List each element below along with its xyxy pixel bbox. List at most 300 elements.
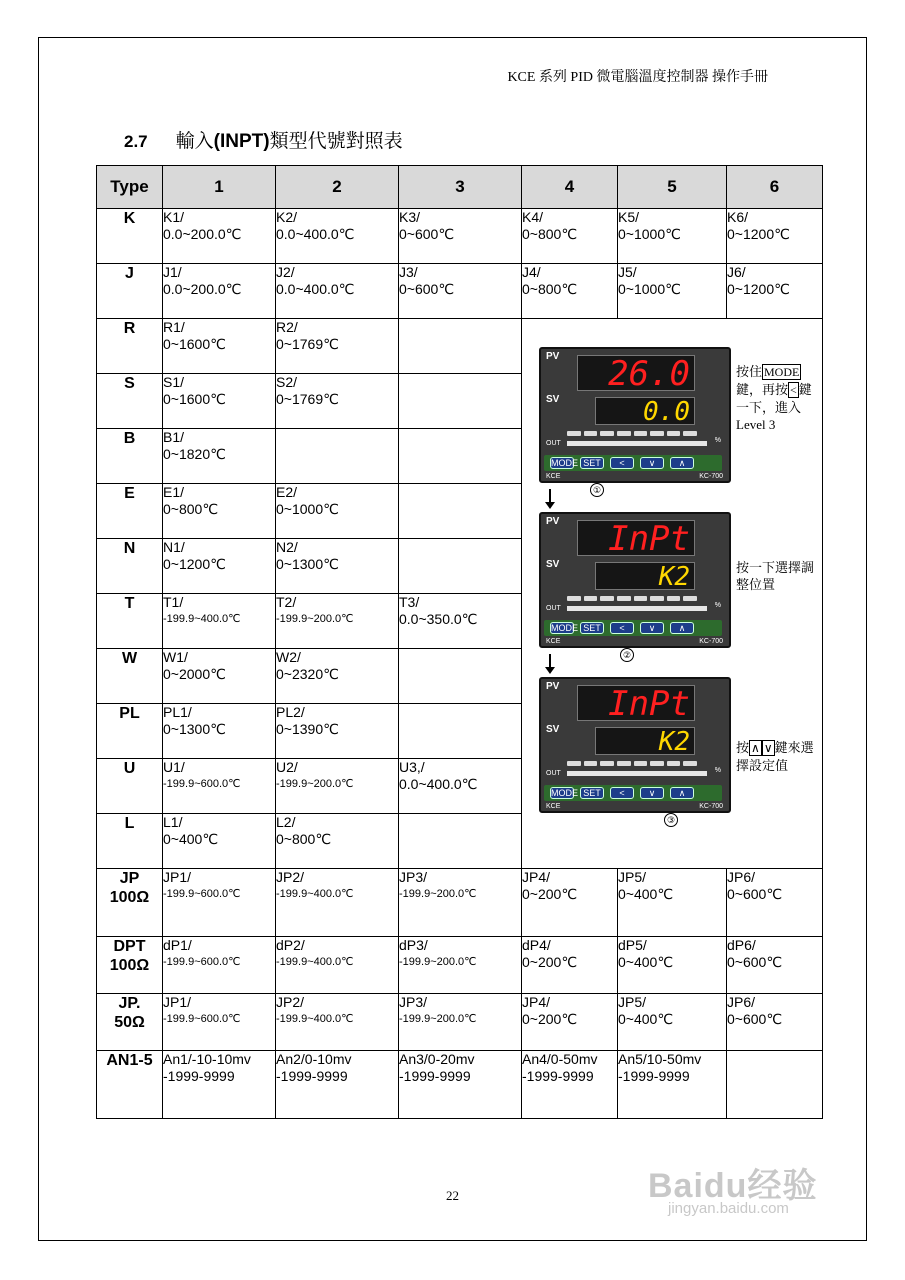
status-led xyxy=(584,761,598,766)
step-marker: ③ xyxy=(664,813,678,827)
cell-range: 0~1200℃ xyxy=(163,556,226,572)
table-row xyxy=(97,1051,823,1119)
table-cell xyxy=(163,704,276,759)
cell-range: 0~400℃ xyxy=(163,831,219,847)
cell-range: 0~600℃ xyxy=(727,954,783,970)
table-cell xyxy=(163,759,276,814)
cell-range: -199.9~200.0℃ xyxy=(276,778,354,790)
status-led xyxy=(600,761,614,766)
table-row xyxy=(97,994,823,1051)
cell-range: -199.9~600.0℃ xyxy=(163,888,241,900)
status-led xyxy=(567,596,581,601)
watermark-url: jingyan.baidu.com xyxy=(668,1200,789,1217)
status-led xyxy=(600,431,614,436)
table-cell xyxy=(163,264,276,319)
table-cell xyxy=(618,1051,727,1119)
pv-label: PV xyxy=(546,681,560,692)
down-arrow-icon xyxy=(549,489,551,503)
cell-code: An4/0-50mv xyxy=(522,1051,598,1067)
type-cell: K xyxy=(97,209,163,264)
table-row xyxy=(97,937,823,994)
cell-range: -1999-9999 xyxy=(163,1068,235,1084)
table-cell xyxy=(276,264,399,319)
section-title xyxy=(124,126,403,153)
out-label: OUT xyxy=(546,440,561,447)
type-cell: T xyxy=(97,594,163,649)
cell-range: 0~1000℃ xyxy=(618,281,681,297)
status-led xyxy=(683,761,697,766)
controller-panel xyxy=(539,512,731,648)
key-up-button[interactable]: ∧ xyxy=(670,622,694,634)
cell-code: J6/ xyxy=(727,264,746,280)
table-cell xyxy=(276,814,399,869)
cell-range: 0~800℃ xyxy=(522,226,578,242)
table-cell xyxy=(727,209,823,264)
status-led xyxy=(683,596,697,601)
table-cell xyxy=(276,1051,399,1119)
step-marker: ② xyxy=(620,648,634,662)
header-type: Type xyxy=(97,166,163,209)
type-line: 50Ω xyxy=(114,1014,145,1031)
cell-range: 0~200℃ xyxy=(522,954,578,970)
brand-label: KCE xyxy=(546,473,561,480)
cell-code: J5/ xyxy=(618,264,637,280)
cell-code: JP2/ xyxy=(276,994,305,1010)
type-line: DPT xyxy=(113,938,146,955)
step-marker: ① xyxy=(590,483,604,497)
sv-label: SV xyxy=(546,394,560,405)
type-cell: AN1-5 xyxy=(97,1051,163,1119)
cell-code: J2/ xyxy=(276,264,295,280)
cell-range: 0~1000℃ xyxy=(276,501,339,517)
controller-panel xyxy=(539,347,731,483)
pv-label: PV xyxy=(546,351,560,362)
cell-range: 0~1300℃ xyxy=(163,721,226,737)
down-key-icon: ∨ xyxy=(763,741,773,755)
status-led xyxy=(567,431,581,436)
pv-label: PV xyxy=(546,516,560,527)
cell-range: 0~400℃ xyxy=(618,886,674,902)
cell-range: 0~800℃ xyxy=(276,831,332,847)
cell-range: 0~600℃ xyxy=(727,886,783,902)
status-led xyxy=(584,431,598,436)
section-title-prefix: 輸入 xyxy=(175,131,214,152)
cell-range: 0~400℃ xyxy=(618,954,674,970)
table-cell xyxy=(399,869,522,937)
cell-code: U1/ xyxy=(163,759,185,775)
key-row xyxy=(544,785,722,801)
cell-range: -199.9~400.0℃ xyxy=(276,1013,354,1025)
table-cell xyxy=(163,209,276,264)
table-cell xyxy=(276,649,399,704)
table-cell xyxy=(399,814,522,869)
cell-range: 0~1769℃ xyxy=(276,391,339,407)
table-cell xyxy=(276,539,399,594)
key-down-button[interactable]: ∨ xyxy=(640,622,664,634)
key-row xyxy=(544,620,722,636)
cell-range: 0~1300℃ xyxy=(276,556,339,572)
key-row xyxy=(544,455,722,471)
cell-code: W2/ xyxy=(276,649,301,665)
cell-code: J4/ xyxy=(522,264,541,280)
cell-range: -199.9~200.0℃ xyxy=(399,1013,477,1025)
cell-code: An2/0-10mv xyxy=(276,1051,352,1067)
left-key-icon: < xyxy=(790,383,797,397)
section-title-bold: (INPT) xyxy=(213,131,270,152)
table-cell xyxy=(727,869,823,937)
type-cell xyxy=(97,869,163,937)
table-header-row xyxy=(97,166,823,209)
table-cell xyxy=(399,539,522,594)
cell-code: An3/0-20mv xyxy=(399,1051,475,1067)
cell-range: 0~200℃ xyxy=(522,886,578,902)
header-col-2: 2 xyxy=(276,166,399,209)
cell-range: 0.0~200.0℃ xyxy=(163,281,242,297)
key-mode-button[interactable]: MODE xyxy=(551,458,578,468)
percent-label: % xyxy=(714,437,721,444)
cell-code: R1/ xyxy=(163,319,185,335)
pv-display: InPt xyxy=(577,685,695,721)
status-led xyxy=(617,596,631,601)
type-line: 100Ω xyxy=(109,889,150,906)
cell-code: K4/ xyxy=(522,209,544,225)
cell-code: T3/ xyxy=(399,594,420,610)
cell-code: K2/ xyxy=(276,209,298,225)
cell-code: JP5/ xyxy=(618,994,647,1010)
up-key-icon: ∧ xyxy=(751,741,760,755)
input-type-table xyxy=(96,165,823,1119)
note-text: 按住 xyxy=(736,364,763,379)
note-text: 按 xyxy=(736,740,750,755)
table-cell xyxy=(727,264,823,319)
table-cell xyxy=(399,704,522,759)
cell-code: B1/ xyxy=(163,429,185,445)
cell-code: W1/ xyxy=(163,649,188,665)
cell-code: T1/ xyxy=(163,594,184,610)
status-led xyxy=(667,431,681,436)
status-led xyxy=(617,761,631,766)
cell-range: -1999-9999 xyxy=(522,1068,594,1084)
cell-code: N2/ xyxy=(276,539,298,555)
table-cell xyxy=(163,994,276,1051)
cell-range: 0.0~350.0℃ xyxy=(399,611,478,627)
figure-cell xyxy=(522,319,823,869)
controller-panel xyxy=(539,677,731,813)
brand-label: KCE xyxy=(546,803,561,810)
cell-range: 0~1600℃ xyxy=(163,391,226,407)
table-cell xyxy=(399,484,522,539)
status-led xyxy=(617,431,631,436)
key-set-button[interactable]: SET xyxy=(580,787,604,799)
type-cell: S xyxy=(97,374,163,429)
key-down-button[interactable]: ∨ xyxy=(640,457,664,469)
status-led xyxy=(683,431,697,436)
table-cell xyxy=(522,209,618,264)
cell-range: 0.0~400.0℃ xyxy=(276,226,355,242)
table-row xyxy=(97,319,823,374)
cell-code: R2/ xyxy=(276,319,298,335)
page-number: 22 xyxy=(446,1188,459,1203)
table-cell xyxy=(727,994,823,1051)
cell-range: 0~1000℃ xyxy=(618,226,681,242)
cell-range: 0~600℃ xyxy=(399,281,455,297)
table-cell xyxy=(276,704,399,759)
cell-code: JP4/ xyxy=(522,994,551,1010)
table-row xyxy=(97,209,823,264)
model-label: KC-700 xyxy=(699,638,723,645)
model-label: KC-700 xyxy=(699,803,723,810)
header-col-3: 3 xyxy=(399,166,522,209)
sv-label: SV xyxy=(546,724,560,735)
cell-range: 0~1769℃ xyxy=(276,336,339,352)
cell-range: 0~1200℃ xyxy=(727,226,790,242)
cell-range: -199.9~600.0℃ xyxy=(163,956,241,968)
sv-display: K2 xyxy=(595,562,695,590)
model-label: KC-700 xyxy=(699,473,723,480)
type-line: 100Ω xyxy=(109,957,150,974)
cell-code: L2/ xyxy=(276,814,296,830)
cell-range: 0~400℃ xyxy=(618,1011,674,1027)
status-leds xyxy=(567,761,697,766)
status-led xyxy=(584,596,598,601)
cell-code: U3,/ xyxy=(399,759,425,775)
page-header: KCE 系列 PID 微電腦溫度控制器 操作手冊 xyxy=(507,70,768,85)
cell-code: E1/ xyxy=(163,484,185,500)
table-cell xyxy=(399,759,522,814)
key-set-button[interactable]: SET xyxy=(580,622,604,634)
cell-code: dP2/ xyxy=(276,937,305,953)
cell-range: -199.9~600.0℃ xyxy=(163,778,241,790)
cell-code: PL2/ xyxy=(276,704,305,720)
type-line: JP. xyxy=(118,995,141,1012)
note-text: 鍵，再按 xyxy=(736,382,789,397)
cell-range: 0~800℃ xyxy=(163,501,219,517)
key-left-button[interactable]: < xyxy=(610,457,634,469)
cell-code: JP3/ xyxy=(399,994,428,1010)
cell-code: PL1/ xyxy=(163,704,192,720)
sv-label: SV xyxy=(546,559,560,570)
cell-range: -1999-9999 xyxy=(399,1068,471,1084)
cell-code: An5/10-50mv xyxy=(618,1051,702,1067)
cell-code: T2/ xyxy=(276,594,297,610)
cell-code: JP2/ xyxy=(276,869,305,885)
table-cell xyxy=(618,937,727,994)
status-led xyxy=(650,596,664,601)
cell-range: 0~800℃ xyxy=(522,281,578,297)
table-cell xyxy=(399,319,522,374)
table-cell xyxy=(399,649,522,704)
table-cell xyxy=(522,869,618,937)
cell-range: 0~600℃ xyxy=(399,226,455,242)
table-cell xyxy=(399,429,522,484)
cell-range: 0~600℃ xyxy=(727,1011,783,1027)
cell-code: JP4/ xyxy=(522,869,551,885)
type-cell: E xyxy=(97,484,163,539)
table-cell xyxy=(276,994,399,1051)
table-cell xyxy=(163,374,276,429)
key-left-button[interactable]: < xyxy=(610,622,634,634)
down-arrow-icon xyxy=(549,654,551,668)
instruction-step-3 xyxy=(736,739,820,774)
table-cell xyxy=(618,209,727,264)
cell-range: 0~2000℃ xyxy=(163,666,226,682)
table-cell xyxy=(276,374,399,429)
type-cell: N xyxy=(97,539,163,594)
header-col-4: 4 xyxy=(522,166,618,209)
table-cell xyxy=(618,869,727,937)
key-mode-button[interactable]: MODE xyxy=(551,623,578,633)
cell-code: S1/ xyxy=(163,374,185,390)
output-bar xyxy=(567,441,707,446)
status-led xyxy=(667,761,681,766)
header-col-1: 1 xyxy=(163,166,276,209)
out-label: OUT xyxy=(546,605,561,612)
key-left-button[interactable]: < xyxy=(610,787,634,799)
status-led xyxy=(667,596,681,601)
cell-code: JP3/ xyxy=(399,869,428,885)
table-cell xyxy=(399,1051,522,1119)
cell-code: dP6/ xyxy=(727,937,756,953)
cell-code: E2/ xyxy=(276,484,298,500)
output-bar xyxy=(567,606,707,611)
watermark-logo: Baidu经验 xyxy=(648,1167,818,1205)
table-cell xyxy=(522,1051,618,1119)
table-cell xyxy=(163,429,276,484)
table-cell xyxy=(399,374,522,429)
section-number: 2.7 xyxy=(124,132,148,151)
cell-range: 0~1390℃ xyxy=(276,721,339,737)
output-bar xyxy=(567,771,707,776)
note-text: 鍵一下，進入 Level 3 xyxy=(736,382,812,432)
status-led xyxy=(634,596,648,601)
cell-code: N1/ xyxy=(163,539,185,555)
cell-range: 0~1200℃ xyxy=(727,281,790,297)
cell-code: JP5/ xyxy=(618,869,647,885)
cell-code: K5/ xyxy=(618,209,640,225)
cell-code: S2/ xyxy=(276,374,298,390)
status-led xyxy=(600,596,614,601)
pv-display: InPt xyxy=(577,520,695,556)
table-cell xyxy=(163,484,276,539)
key-set-button[interactable]: SET xyxy=(580,457,604,469)
type-cell xyxy=(97,994,163,1051)
table-cell xyxy=(727,1051,823,1119)
table-cell xyxy=(399,937,522,994)
note-text: 鍵來選擇設定值 xyxy=(736,740,814,773)
key-up-button[interactable]: ∧ xyxy=(670,787,694,799)
table-cell xyxy=(163,539,276,594)
percent-label: % xyxy=(714,602,721,609)
table-cell xyxy=(163,319,276,374)
type-cell: R xyxy=(97,319,163,374)
key-up-button[interactable]: ∧ xyxy=(670,457,694,469)
table-cell xyxy=(276,869,399,937)
sv-display: K2 xyxy=(595,727,695,755)
cell-range: -1999-9999 xyxy=(618,1068,690,1084)
percent-label: % xyxy=(714,767,721,774)
table-cell xyxy=(276,319,399,374)
table-cell xyxy=(399,994,522,1051)
table-cell xyxy=(618,264,727,319)
out-label: OUT xyxy=(546,770,561,777)
sv-display: 0.0 xyxy=(595,397,695,425)
cell-range: -1999-9999 xyxy=(276,1068,348,1084)
status-led xyxy=(650,761,664,766)
table-cell xyxy=(163,869,276,937)
status-leds xyxy=(567,596,697,601)
cell-code: JP1/ xyxy=(163,869,192,885)
key-down-button[interactable]: ∨ xyxy=(640,787,664,799)
type-cell: L xyxy=(97,814,163,869)
cell-code: L1/ xyxy=(163,814,183,830)
cell-range: 0.0~400.0℃ xyxy=(276,281,355,297)
type-cell xyxy=(97,937,163,994)
cell-code: K3/ xyxy=(399,209,421,225)
table-cell xyxy=(163,814,276,869)
cell-range: 0.0~200.0℃ xyxy=(163,226,242,242)
cell-range: -199.9~600.0℃ xyxy=(163,1013,241,1025)
status-led xyxy=(634,761,648,766)
table-cell xyxy=(163,937,276,994)
cell-range: -199.9~400.0℃ xyxy=(276,956,354,968)
type-cell: J xyxy=(97,264,163,319)
cell-range: 0~200℃ xyxy=(522,1011,578,1027)
table-cell xyxy=(163,649,276,704)
table-row xyxy=(97,869,823,937)
instruction-step-2: 按一下選擇調整位置 xyxy=(736,560,815,592)
type-line: JP xyxy=(119,870,140,887)
cell-code: K6/ xyxy=(727,209,749,225)
status-leds xyxy=(567,431,697,436)
table-cell xyxy=(163,1051,276,1119)
status-led xyxy=(650,431,664,436)
table-cell xyxy=(522,994,618,1051)
cell-range: 0~1600℃ xyxy=(163,336,226,352)
section-title-suffix: 類型代號對照表 xyxy=(269,131,403,152)
cell-code: An1/-10-10mv xyxy=(163,1051,251,1067)
mode-key-icon: MODE xyxy=(764,365,800,379)
cell-range: 0~2320℃ xyxy=(276,666,339,682)
cell-range: 0.0~400.0℃ xyxy=(399,776,478,792)
table-cell xyxy=(399,594,522,649)
cell-code: dP4/ xyxy=(522,937,551,953)
type-cell: U xyxy=(97,759,163,814)
key-mode-button[interactable]: MODE xyxy=(551,788,578,798)
header-col-5: 5 xyxy=(618,166,727,209)
type-cell: B xyxy=(97,429,163,484)
table-cell xyxy=(522,937,618,994)
cell-code: JP6/ xyxy=(727,869,756,885)
table-cell xyxy=(276,759,399,814)
brand-label: KCE xyxy=(546,638,561,645)
status-led xyxy=(567,761,581,766)
table-cell xyxy=(522,264,618,319)
cell-code: dP5/ xyxy=(618,937,647,953)
type-cell: PL xyxy=(97,704,163,759)
cell-code: JP6/ xyxy=(727,994,756,1010)
table-row xyxy=(97,264,823,319)
cell-range: 0~1820℃ xyxy=(163,446,226,462)
cell-code: U2/ xyxy=(276,759,298,775)
cell-range: -199.9~200.0℃ xyxy=(399,956,477,968)
instruction-step-1 xyxy=(736,363,820,433)
table-cell xyxy=(276,484,399,539)
table-cell xyxy=(276,594,399,649)
table-cell xyxy=(399,264,522,319)
status-led xyxy=(634,431,648,436)
table-cell xyxy=(276,209,399,264)
header-col-6: 6 xyxy=(727,166,823,209)
